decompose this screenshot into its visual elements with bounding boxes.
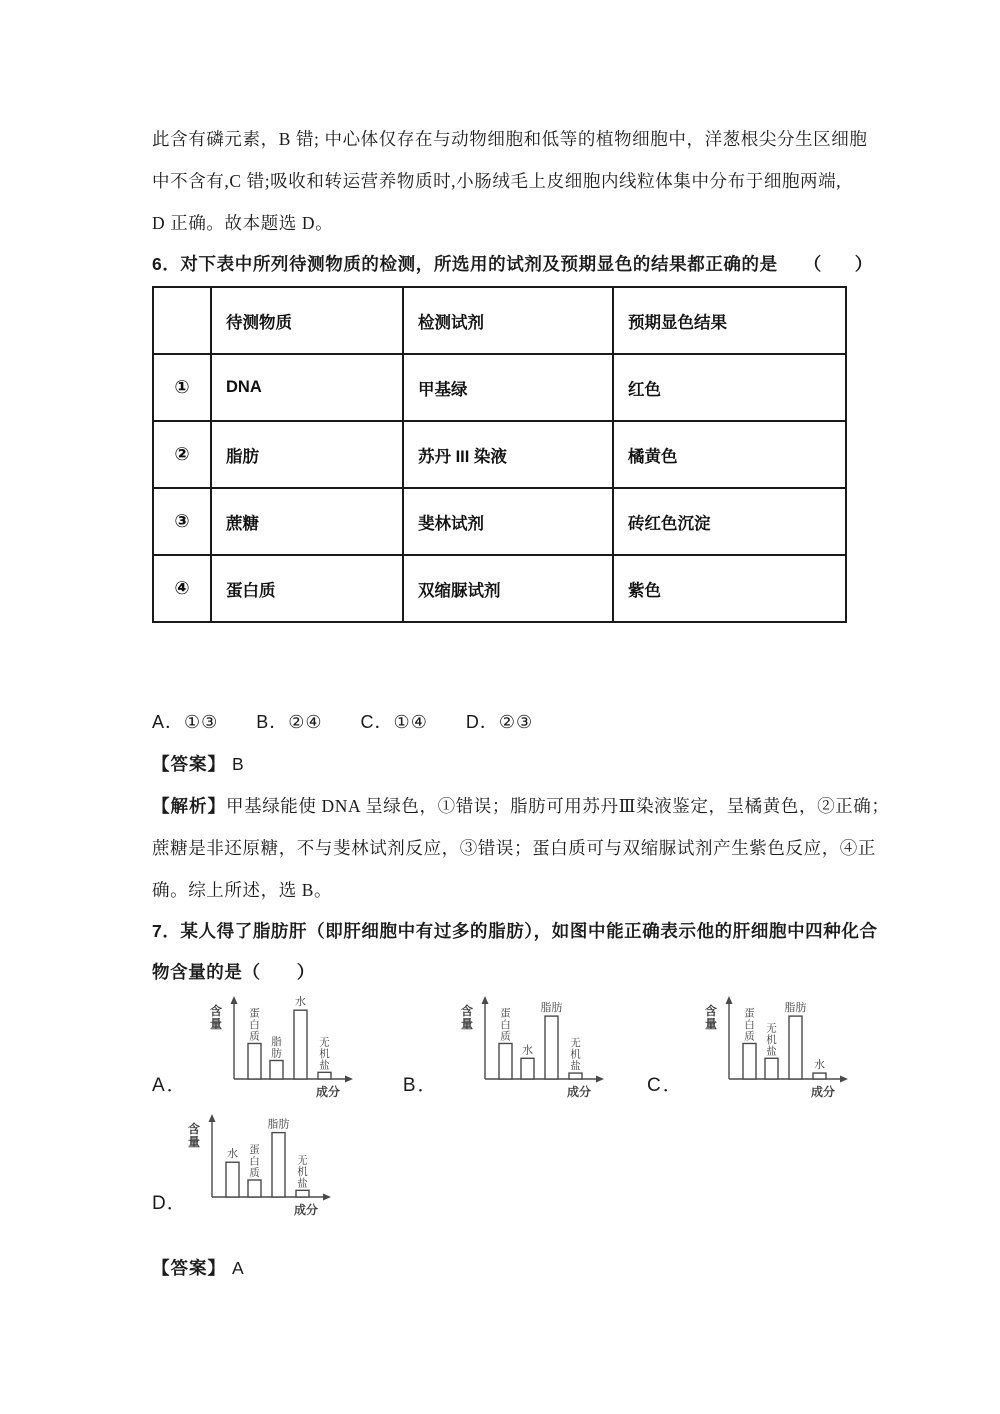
chart-text: 白 <box>249 1018 260 1031</box>
table-cell-row1-substance: DNA <box>211 354 403 421</box>
q7-answer-line <box>152 1247 855 1289</box>
table-cell-row1-reagent: 甲基绿 <box>403 354 613 421</box>
q7-option-a-figure <box>152 993 403 1111</box>
q7-option-d-figure <box>152 1111 855 1229</box>
q6-answer-tag: 【答案】 <box>152 754 226 774</box>
chart-text: 成分 <box>810 1085 835 1099</box>
chart-text: 水 <box>295 996 306 1009</box>
table-cell-row3-reagent: 斐林试剂 <box>403 488 613 555</box>
table-cell-row1-num: ① <box>153 354 211 421</box>
chart-text: 水 <box>814 1059 825 1072</box>
bar-无机盐 <box>765 1058 778 1079</box>
q7-figure-row <box>152 993 855 1111</box>
y-axis-arrow-icon <box>209 1114 216 1122</box>
q7-option-b-figure <box>403 993 647 1111</box>
chart-text: 白 <box>744 1018 755 1031</box>
q7-answer-tag: 【答案】 <box>152 1258 226 1278</box>
table-cell-row2-result: 橘黄色 <box>613 421 846 488</box>
question-6-answer-brackets: （ ） <box>803 254 881 274</box>
table-header-blank <box>153 287 211 354</box>
chart-text: 无 <box>570 1037 581 1050</box>
chart-text: 盐 <box>297 1177 308 1190</box>
chart-svg-D <box>178 1111 338 1229</box>
q6-options-line: A．①③ B．②④ C．①④ D．②③ <box>152 712 534 732</box>
chart-text: 无 <box>297 1154 308 1167</box>
table-row-2 <box>153 421 846 488</box>
bar-chart-b <box>451 993 611 1111</box>
y-axis-arrow-icon <box>726 996 733 1004</box>
q6-answer-line <box>152 743 855 785</box>
chart-text: 机 <box>319 1047 330 1060</box>
chart-text: 含 <box>704 1004 718 1018</box>
bar-水 <box>813 1073 826 1079</box>
x-axis-arrow-icon <box>840 1076 848 1083</box>
q6-analysis-text-1: 甲基绿能使 DNA 呈绿色，①错误；脂肪可用苏丹Ⅲ染液鉴定，呈橘黄色，②正确； <box>226 796 890 816</box>
chart-svg-B <box>451 993 611 1111</box>
x-axis-arrow-icon <box>345 1076 353 1083</box>
table-cell-row2-reagent: 苏丹 III 染液 <box>403 421 613 488</box>
chart-text: 水 <box>227 1148 238 1161</box>
table-cell-row4-result: 紫色 <box>613 555 846 622</box>
table-cell-row3-num: ③ <box>153 488 211 555</box>
bar-脂肪 <box>272 1133 285 1197</box>
table-cell-row3-substance: 蔗糖 <box>211 488 403 555</box>
bar-chart-d <box>178 1111 338 1229</box>
table-header-row <box>153 287 846 354</box>
chart-text: 量 <box>187 1135 201 1149</box>
bar-chart-c <box>695 993 855 1111</box>
table-cell-row4-reagent: 双缩脲试剂 <box>403 555 613 622</box>
chart-text: 蛋 <box>744 1007 755 1020</box>
chart-text: 量 <box>460 1017 473 1031</box>
bar-无机盐 <box>296 1190 309 1197</box>
chart-text: 机 <box>297 1165 308 1178</box>
bar-蛋白质 <box>248 1043 261 1079</box>
q6-table <box>152 286 847 623</box>
bar-脂肪 <box>545 1016 558 1079</box>
chart-text: 白 <box>249 1155 260 1168</box>
chart-text: 蛋 <box>249 1007 260 1020</box>
chart-text: 含 <box>460 1004 473 1018</box>
chart-text: 质 <box>500 1030 511 1043</box>
q6-analysis-line-1 <box>152 785 890 827</box>
x-axis-arrow-icon <box>323 1194 331 1201</box>
chart-text: 盐 <box>319 1059 330 1072</box>
chart-text: 含 <box>187 1122 201 1136</box>
option-c-label: C． <box>647 1075 684 1096</box>
table-row-1 <box>153 354 846 421</box>
table-cell-row3-result: 砖红色沉淀 <box>613 488 846 555</box>
question-7-stem-line-1: 7．某人得了脂肪肝（即肝细胞中有过多的脂肪），如图中能正确表示他的肝细胞中四种化合 <box>152 921 878 941</box>
chart-text: 蛋 <box>249 1143 260 1156</box>
bar-蛋白质 <box>743 1043 756 1079</box>
chart-text: 成分 <box>315 1085 340 1099</box>
chart-text: 质 <box>249 1166 260 1179</box>
question-6-stem <box>152 244 881 285</box>
chart-text: 质 <box>249 1030 260 1043</box>
chart-text: 量 <box>209 1017 223 1031</box>
chart-text: 白 <box>500 1018 511 1031</box>
table-cell-row4-num: ④ <box>153 555 211 622</box>
table-row-4 <box>153 555 846 622</box>
chart-text: 盐 <box>766 1045 777 1058</box>
y-axis-arrow-icon <box>231 996 238 1004</box>
bar-脂肪 <box>270 1061 283 1080</box>
chart-text: 脂肪 <box>784 1002 807 1015</box>
chart-text: 成分 <box>566 1085 591 1099</box>
chart-svg-A <box>200 993 360 1111</box>
chart-text: 成分 <box>293 1203 318 1217</box>
table-row-3 <box>153 488 846 555</box>
question-6-stem-text: 6．对下表中所列待测物质的检测，所选用的试剂及预期显色的结果都正确的是 <box>152 254 778 274</box>
option-b-label: B． <box>402 1075 439 1096</box>
q5-analysis-line-3: D 正确。故本题选 D。 <box>152 213 334 233</box>
chart-text: 机 <box>766 1033 777 1046</box>
table-cell-row4-substance: 蛋白质 <box>211 555 403 622</box>
bar-chart-a <box>200 993 360 1111</box>
option-d-label: D． <box>152 1193 187 1214</box>
q6-answer-value: B <box>232 754 244 774</box>
bar-蛋白质 <box>248 1180 261 1197</box>
q6-analysis-line-2: 蔗糖是非还原糖，不与斐林试剂反应，③错误；蛋白质可与双缩脲试剂产生紫色反应，④正 <box>152 838 876 858</box>
bar-脂肪 <box>789 1016 802 1079</box>
question-7-stem-line-2: 物含量的是（ ） <box>152 962 315 982</box>
bar-水 <box>226 1162 239 1197</box>
chart-text: 蛋 <box>500 1007 511 1020</box>
chart-text: 无 <box>319 1036 330 1049</box>
bar-蛋白质 <box>499 1043 512 1079</box>
q5-analysis-line-2: 中不含有,C 错;吸收和转运营养物质时,小肠绒毛上皮细胞内线粒体集中分布于细胞两端, <box>152 171 842 191</box>
chart-text: 脂 <box>271 1036 282 1048</box>
table-cell-row1-result: 红色 <box>613 354 846 421</box>
option-a-label: A． <box>152 1075 188 1096</box>
table-header-reagent: 检测试剂 <box>403 287 613 354</box>
chart-text: 无 <box>766 1022 777 1035</box>
bar-水 <box>294 1010 307 1079</box>
table-header-result: 预期显色结果 <box>613 287 846 354</box>
chart-svg-C <box>695 993 855 1111</box>
bar-无机盐 <box>569 1073 582 1079</box>
q6-analysis-line-3: 确。综上所述，选 B。 <box>152 880 333 900</box>
y-axis-arrow-icon <box>481 996 488 1004</box>
table-header-substance: 待测物质 <box>211 287 403 354</box>
chart-text: 机 <box>570 1048 581 1061</box>
table-cell-row2-substance: 脂肪 <box>211 421 403 488</box>
x-axis-arrow-icon <box>596 1076 604 1083</box>
table-cell-row2-num: ② <box>153 421 211 488</box>
chart-text: 脂肪 <box>267 1118 290 1131</box>
chart-text: 水 <box>521 1044 533 1057</box>
chart-text: 量 <box>704 1017 718 1031</box>
q7-answer-value: A <box>232 1258 244 1278</box>
chart-text: 脂肪 <box>540 1002 563 1015</box>
chart-text: 盐 <box>570 1060 581 1073</box>
chart-text: 质 <box>744 1030 755 1043</box>
q6-analysis-tag: 【解析】 <box>152 796 226 816</box>
chart-text: 含 <box>209 1004 223 1018</box>
bar-水 <box>521 1058 534 1079</box>
q7-option-c-figure <box>647 993 855 1111</box>
q5-analysis-line-1: 此含有磷元素，B 错; 中心体仅存在与动物细胞和低等的植物细胞中，洋葱根尖分生区细胞 <box>152 129 868 149</box>
chart-text: 肪 <box>271 1047 282 1060</box>
bar-无机盐 <box>318 1072 331 1079</box>
